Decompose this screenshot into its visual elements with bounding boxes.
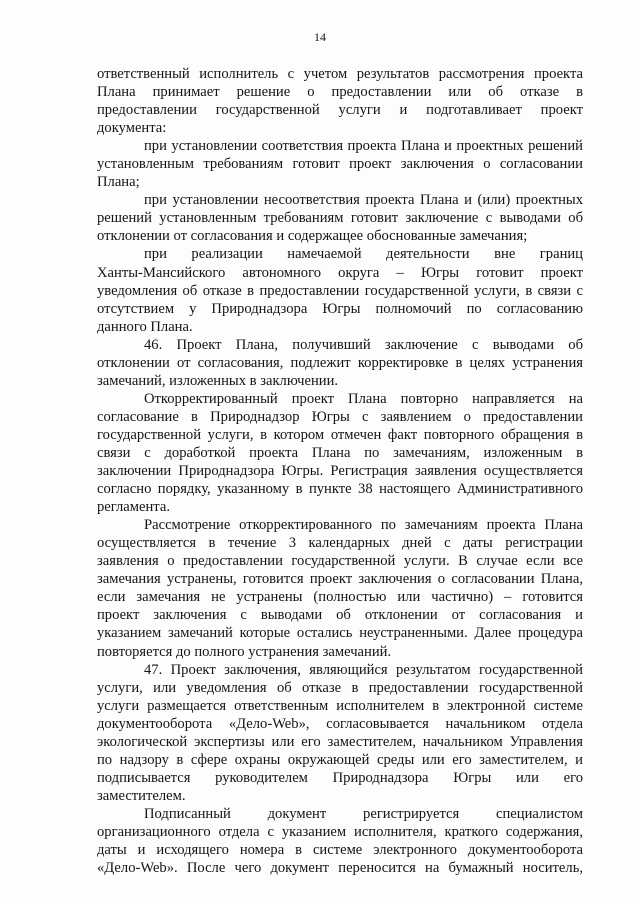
text-line: проект заключения с выводами об отклонении от согласования и bbox=[97, 607, 583, 624]
text-line: замечания устранены, готовится проект заключения о согласовании Плана, bbox=[97, 571, 583, 588]
paragraph bbox=[97, 390, 583, 516]
text-line: решений установленным требованиям готовит заключение с выводами об bbox=[97, 210, 583, 227]
text-line: заместителем. bbox=[97, 787, 186, 804]
text-line: замечаний, изложенных в заключении. bbox=[97, 372, 339, 389]
text-line: 46. Проект Плана, получивший заключение с выводами об bbox=[144, 336, 583, 353]
text-line: отсутствием у Природнадзора Югры полномочий по согласованию bbox=[97, 300, 583, 317]
text-line: услуги размещается ответственным исполнителем в электронной системе bbox=[97, 697, 583, 714]
page-number: 14 bbox=[314, 30, 326, 44]
text-line: отклонении от согласования и содержащее обоснованные замечания; bbox=[97, 228, 528, 245]
document-body bbox=[97, 65, 583, 877]
text-line: Плана принимает решение о предоставлении или об отказе в bbox=[97, 84, 583, 101]
paragraph bbox=[97, 661, 583, 805]
text-line: ответственный исполнитель с учетом результатов рассмотрения проекта bbox=[97, 66, 583, 82]
text-line: согласование в Природнадзор Югры с заявлением о предоставлении bbox=[97, 408, 583, 425]
paragraph bbox=[97, 245, 583, 335]
text-line: если замечания не устранены (полностью или частично) – готовится bbox=[97, 589, 583, 606]
text-line: подписывается руководителем Природнадзора Югры или его bbox=[97, 769, 583, 786]
text-line: по надзору в сфере охраны окружающей среды или его заместителем, и bbox=[97, 751, 583, 768]
text-line: установленным требованиям готовит проект заключения о согласовании bbox=[97, 156, 583, 173]
text-line: Рассмотрение откорректированного по замечаниям проекта Плана bbox=[144, 517, 583, 534]
text-line: отклонении от согласования, подлежит корректировке в целях устранения bbox=[97, 354, 583, 371]
text-line: Плана; bbox=[97, 174, 140, 191]
text-line: даты и исходящего номера в системе электронного документооборота bbox=[97, 842, 583, 859]
text-line: регламента. bbox=[97, 499, 170, 516]
paragraph bbox=[97, 137, 583, 191]
text-line: указанием замечаний которые остались неустраненными. Далее процедура bbox=[97, 625, 583, 642]
text-line: 47. Проект заключения, являющийся результатом государственной bbox=[144, 661, 583, 678]
text-line: документооборота «Дело-Web», согласовывается начальником отдела bbox=[97, 715, 583, 732]
text-line: при установлении несоответствия проекта Плана и (или) проектных bbox=[144, 192, 583, 209]
text-line: при установлении соответствия проекта Плана и проектных решений bbox=[144, 138, 583, 155]
text-line: Подписанный документ регистрируется специалистом bbox=[144, 805, 583, 822]
text-line: заявления о предоставлении государственной услуги. В случае если все bbox=[97, 553, 583, 570]
text-line: «Дело-Web». После чего документ переносится на бумажный носитель, bbox=[97, 860, 583, 877]
text-line: уведомления об отказе в предоставлении государственной услуги, в связи с bbox=[97, 282, 583, 299]
text-line: согласно порядку, указанному в пункте 38 настоящего Административного bbox=[97, 481, 583, 498]
text-line: организационного отдела с указанием исполнителя, краткого содержания, bbox=[97, 823, 583, 840]
paragraph bbox=[97, 805, 583, 877]
text-line: при реализации намечаемой деятельности вне границ bbox=[144, 246, 583, 263]
text-line: заключении Природнадзора Югры. Регистрация заявления осуществляется bbox=[97, 463, 583, 480]
text-line: услуги, или уведомления об отказе в предоставлении государственной bbox=[97, 679, 583, 696]
text-line: повторяется до полного устранения замечаний. bbox=[97, 643, 392, 660]
paragraph bbox=[97, 336, 583, 390]
paragraph bbox=[97, 65, 583, 137]
text-line: документа: bbox=[97, 120, 167, 137]
text-line: экологической экспертизы или его заместителем, начальником Управления bbox=[97, 733, 583, 750]
text-line: связи с доработкой проекта Плана по замечаниям, изложенным в bbox=[97, 444, 583, 461]
text-line: государственной услуги, в котором отмечен факт повторного обращения в bbox=[97, 426, 583, 443]
text-line: предоставлении государственной услуги и подготавливает проект bbox=[97, 102, 583, 119]
paragraph bbox=[97, 516, 583, 660]
text-line: осуществляется в течение 3 календарных дней с даты регистрации bbox=[97, 535, 583, 552]
paragraph bbox=[97, 191, 583, 245]
text-line: Ханты-Мансийского автономного округа – Югры готовит проект bbox=[97, 264, 583, 281]
text-line: Откорректированный проект Плана повторно направляется на bbox=[144, 390, 583, 407]
text-line: данного Плана. bbox=[97, 318, 193, 335]
